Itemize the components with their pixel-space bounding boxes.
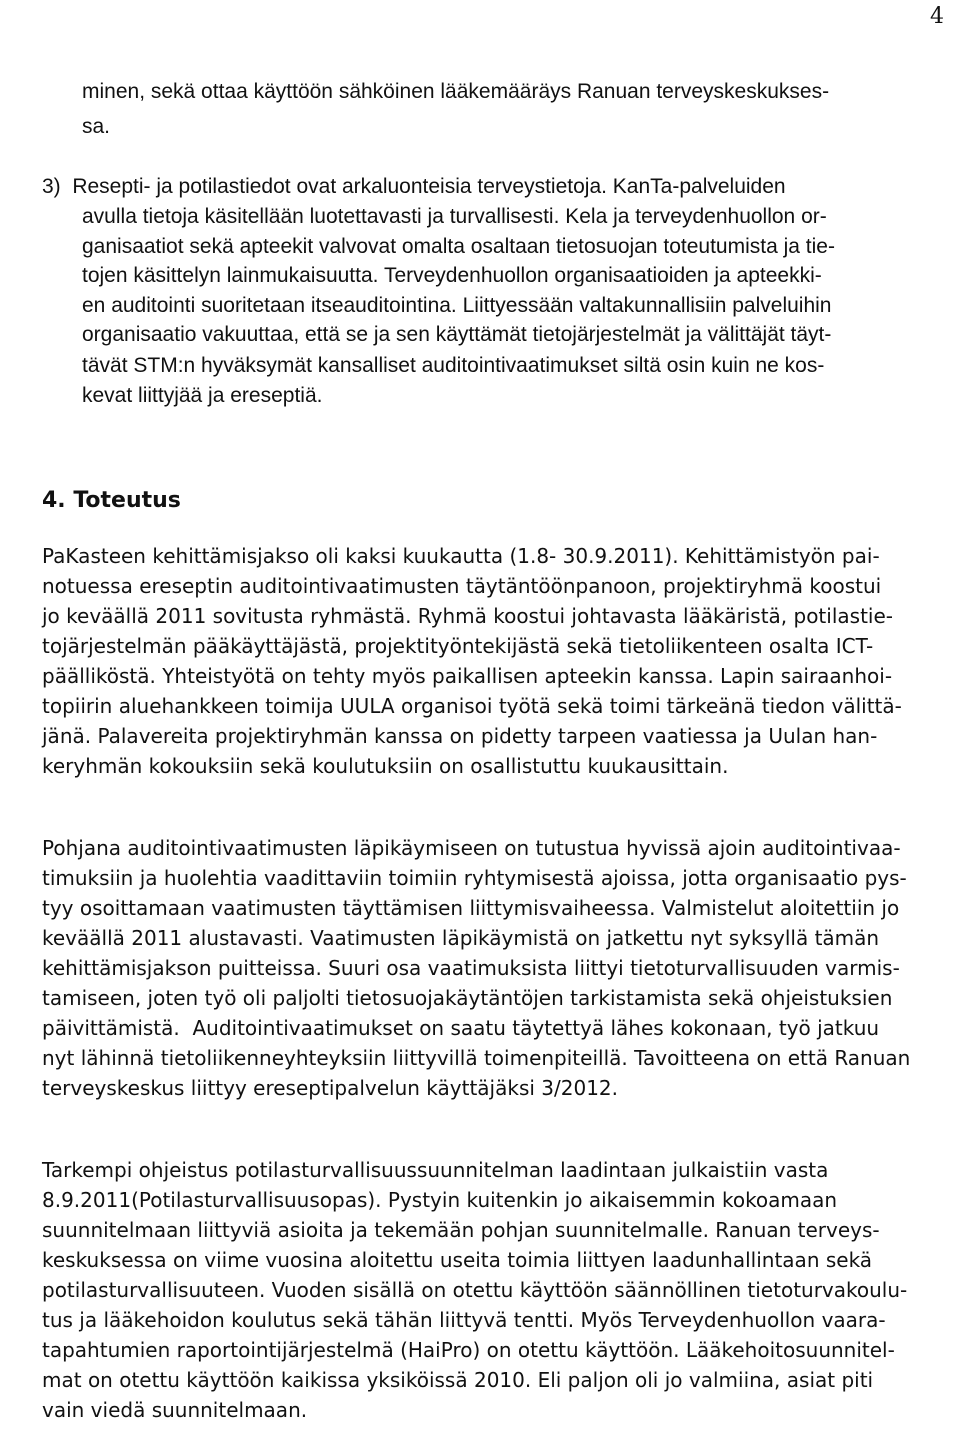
text-line: kevat liittyjää ja ereseptiä. [82, 384, 323, 407]
text-line: tamiseen, joten työ oli paljolti tietosuojakäytäntöjen tarkistamista sekä ohjeistuksien [42, 986, 893, 1010]
text-line: suunnitelmaan liittyviä asioita ja tekemään pohjan suunnitelmalle. Ranuan terveys- [42, 1218, 880, 1242]
text-line: organisaatio vakuuttaa, että se ja sen käyttämät tietojärjestelmät ja välittäjät täyt- [82, 323, 832, 346]
page-number: 4 [930, 4, 944, 29]
text-line: potilasturvallisuuteen. Vuoden sisällä on otettu käyttöön säännöllinen tietoturvakoulu- [42, 1278, 908, 1302]
list-item-3: 3) Resepti- ja potilastiedot ovat arkaluonteisia terveystietoja. KanTa-palveluiden [42, 175, 786, 198]
text-line: 8.9.2011(Potilasturvallisuusopas). Pystyin kuitenkin jo aikaisemmin kokoamaan [42, 1188, 838, 1212]
text-line: sa. [82, 115, 111, 138]
text-line: ganisaatiot sekä apteekit valvovat omalta osaltaan tietosuojan toteutumista ja tie- [82, 235, 835, 258]
text-line: minen, sekä ottaa käyttöön sähköinen lääkemääräys Ranuan terveyskeskukses- [82, 80, 830, 103]
text-line: Pohjana auditointivaatimusten läpikäymiseen on tutustua hyvissä ajoin auditointivaa- [42, 836, 901, 860]
text-line: keväällä 2011 alustavasti. Vaatimusten läpikäymistä on jatkettu nyt syksyllä tämän [42, 926, 880, 950]
text-line: Tarkempi ohjeistus potilasturvallisuussuunnitelman laadintaan julkaistiin vasta [42, 1158, 829, 1182]
text-line: PaKasteen kehittämisjakso oli kaksi kuukautta (1.8- 30.9.2011). Kehittämistyön pai- [42, 544, 880, 568]
section-heading: 4. Toteutus [42, 488, 181, 513]
text-line: notuessa ereseptin auditointivaatimusten täytäntöönpanoon, projektiryhmä koostui [42, 574, 882, 598]
text-line: avulla tietoja käsitellään luotettavasti ja turvallisesti. Kela ja terveydenhuollon or- [82, 205, 827, 228]
text-line: vain viedä suunnitelmaan. [42, 1398, 308, 1422]
text-line: kehittämisjakson puitteissa. Suuri osa vaatimuksista liittyi tietoturvallisuuden varmis- [42, 956, 900, 980]
text-line: keryhmän kokouksiin sekä koulutuksiin on osallistuttu kuukausittain. [42, 754, 729, 778]
text-line: timuksiin ja huolehtia vaadittaviin toimiin ryhtymisestä ajoissa, jotta organisaatio pys- [42, 866, 907, 890]
text-line: tojärjestelmän pääkäyttäjästä, projektityöntekijästä sekä tietoliikenteen osalta ICT- [42, 634, 874, 658]
text-line: terveyskeskus liittyy ereseptipalvelun käyttäjäksi 3/2012. [42, 1076, 618, 1100]
text-line: tapahtumien raportointijärjestelmä (HaiPro) on otettu käyttöön. Lääkehoitosuunnitel- [42, 1338, 895, 1362]
text-line: päälliköstä. Yhteistyötä on tehty myös paikallisen apteekin kanssa. Lapin sairaanhoi- [42, 664, 893, 688]
text-line: päivittämistä. Auditointivaatimukset on saatu täytettyä lähes kokonaan, työ jatkuu [42, 1016, 880, 1040]
text-line: nyt lähinnä tietoliikenneyhteyksiin liittyvillä toimenpiteillä. Tavoitteena on että Ranuan [42, 1046, 911, 1070]
text-line: jänä. Palavereita projektiryhmän kanssa on pidetty tarpeen vaatiessa ja Uulan han- [42, 724, 878, 748]
text-line: tojen käsittelyn lainmukaisuutta. Terveydenhuollon organisaatioiden ja apteekki- [82, 264, 822, 287]
text-line: topiirin aluehankkeen toimija UULA organisoi työtä sekä toimi tärkeänä tiedon välittä- [42, 694, 902, 718]
text-line: jo keväällä 2011 sovitusta ryhmästä. Ryhmä koostui johtavasta lääkäristä, potilastie- [42, 604, 893, 628]
text-line: tus ja lääkehoidon koulutus sekä tähän liittyvä tentti. Myös Terveydenhuollon vaara- [42, 1308, 886, 1332]
text-line: keskuksessa on viime vuosina aloitettu useita toimia liittyen laadunhallintaan sekä [42, 1248, 873, 1272]
text-line: tävät STM:n hyväksymät kansalliset auditointivaatimukset siltä osin kuin ne kos- [82, 354, 825, 377]
text-line: en auditointi suoritetaan itseauditointina. Liittyessään valtakunnallisiin palveluihin [82, 294, 832, 317]
text-line: mat on otettu käyttöön kaikissa yksiköissä 2010. Eli paljon oli jo valmiina, asiat piti [42, 1368, 874, 1392]
text-line: tyy osoittamaan vaatimusten täyttämisen liittymisvaiheessa. Valmistelut aloitettiin jo [42, 896, 900, 920]
